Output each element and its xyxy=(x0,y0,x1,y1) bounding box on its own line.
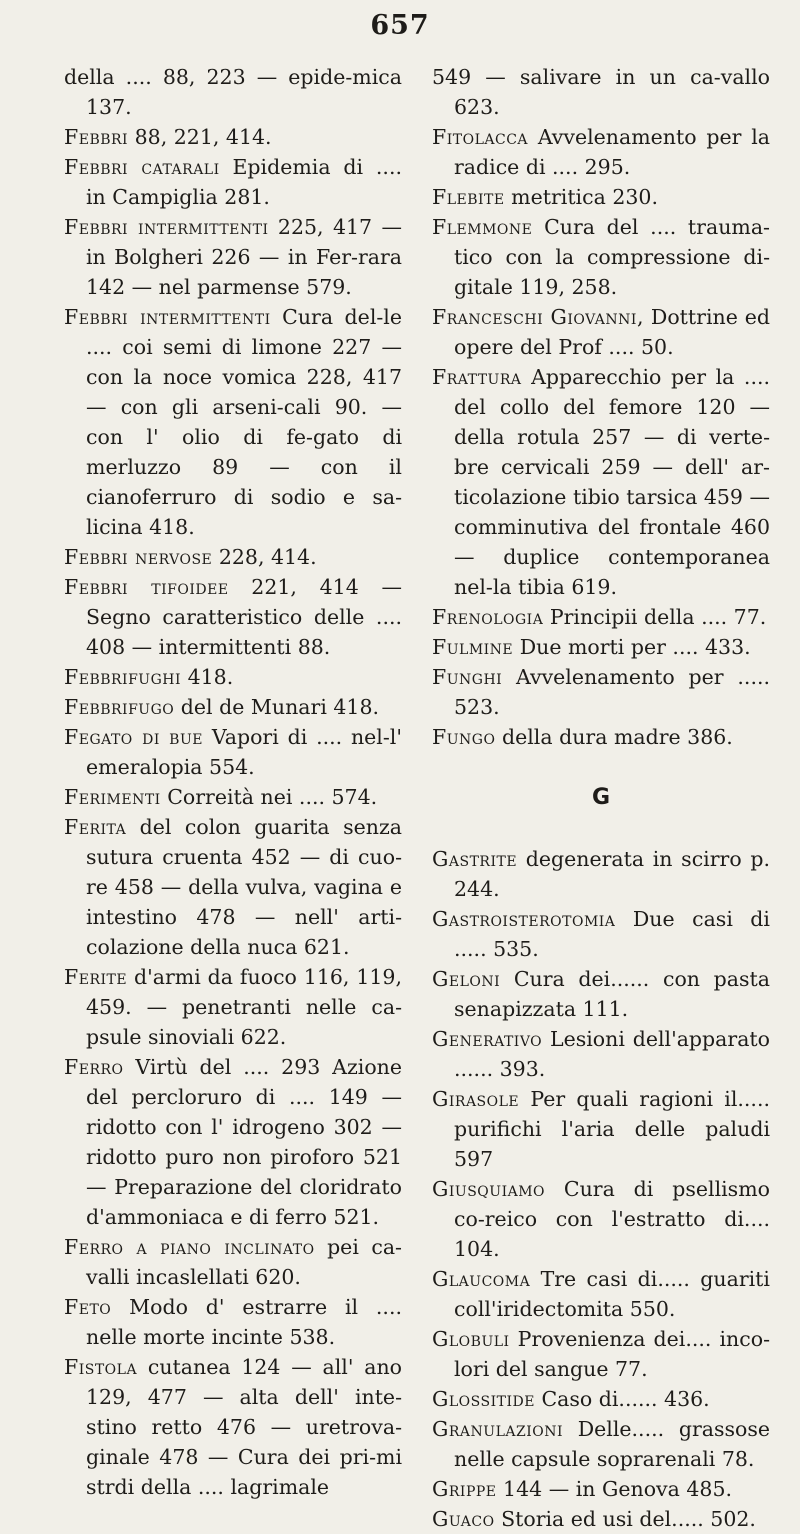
entry-text: Modo d' estrarre il .... nelle morte incinte 538. xyxy=(86,1295,402,1349)
index-entry xyxy=(64,692,402,722)
entry-headword: Febbrifugo xyxy=(64,695,175,719)
entry-text: 144 — in Genova 485. xyxy=(503,1477,733,1501)
entry-text: Correità nei .... 574. xyxy=(167,785,378,809)
entry-text: pei ca-valli incaslellati 620. xyxy=(86,1235,402,1289)
index-entry xyxy=(432,662,770,722)
entry-text: Principii della .... 77. xyxy=(549,605,767,629)
entry-text: Cura di psellismo co-reico con l'estratto di.... 104. xyxy=(454,1177,770,1261)
entry-text: Avvelenamento per la radice di .... 295. xyxy=(454,125,770,179)
index-entry xyxy=(64,302,402,542)
index-entry xyxy=(432,122,770,182)
index-entry xyxy=(64,1052,402,1232)
entry-text: Avvelenamento per ..... 523. xyxy=(454,665,770,719)
entry-headword: Gastrite xyxy=(432,847,518,871)
left-column xyxy=(64,62,402,1502)
index-entry xyxy=(432,62,770,122)
entry-headword: Generativo xyxy=(432,1027,543,1051)
entry-headword: Febbri intermittenti xyxy=(64,305,271,329)
entry-headword: Girasole xyxy=(432,1087,520,1111)
entry-text: della .... 88, 223 — epide-mica 137. xyxy=(64,65,402,119)
entry-headword: Fitolacca xyxy=(432,125,529,149)
index-entry xyxy=(432,302,770,362)
entry-headword: Frattura xyxy=(432,365,522,389)
index-entry xyxy=(64,962,402,1052)
index-entry xyxy=(64,782,402,812)
entry-text: Due morti per .... 433. xyxy=(519,635,751,659)
index-entry xyxy=(432,362,770,602)
page-number: 657 xyxy=(370,10,430,41)
index-entry xyxy=(432,212,770,302)
entry-headword: Febbri tifoidee xyxy=(64,575,229,599)
entry-headword: Funghi xyxy=(432,665,503,689)
entry-headword: Febbrifughi xyxy=(64,665,182,689)
entry-text: Epidemia di .... in Campiglia 281. xyxy=(86,155,402,209)
entry-headword: Granulazioni xyxy=(432,1417,563,1441)
index-entry xyxy=(64,1232,402,1292)
entry-headword: Ferita xyxy=(64,815,127,839)
index-entry xyxy=(64,662,402,692)
entry-headword: Globuli xyxy=(432,1327,510,1351)
entry-headword: Flemmone xyxy=(432,215,533,239)
index-entry xyxy=(432,844,770,904)
entry-text: del de Munari 418. xyxy=(180,695,380,719)
entry-headword: Febbri xyxy=(64,125,129,149)
index-entry xyxy=(64,122,402,152)
index-entry xyxy=(64,1292,402,1352)
entry-text: Caso di...... 436. xyxy=(541,1387,710,1411)
index-entry xyxy=(432,722,770,752)
entry-headword: Flebite xyxy=(432,185,505,209)
entry-headword: Ferro a piano inclinato xyxy=(64,1235,315,1259)
index-entry xyxy=(432,964,770,1024)
index-entry xyxy=(432,182,770,212)
entry-text: 88, 221, 414. xyxy=(134,125,272,149)
entry-text: 225, 417 — in Bolgheri 226 — in Fer-rara 142 — nel parmense 579. xyxy=(86,215,402,299)
entry-headword: Glaucoma xyxy=(432,1267,531,1291)
index-entry xyxy=(432,904,770,964)
entry-text: Provenienza dei.... inco-lori del sangue 77. xyxy=(454,1327,770,1381)
index-entry xyxy=(432,1324,770,1384)
entry-text: Cura del-le .... coi semi di limone 227 — con la noce vomica 228, 417 — con gli arseni-cali 90. — con l' olio di fe-gato di merluzzo 89 — con il cianoferruro di sodio e sa-licina 418. xyxy=(86,305,402,539)
entry-text: d'armi da fuoco 116, 119, 459. — penetranti nelle ca-psule sinoviali 622. xyxy=(86,965,402,1049)
entry-text: Delle..... grassose nelle capsule soprarenali 78. xyxy=(454,1417,770,1471)
entry-text: cutanea 124 — all' ano 129, 477 — alta dell' inte-stino retto 476 — uretrova-ginale 478 — Cura dei pri-mi strdi della .... lagrimale xyxy=(86,1355,402,1499)
section-letter-g: G xyxy=(591,785,611,810)
index-entry xyxy=(432,1264,770,1324)
entry-headword: Gastroisterotomia xyxy=(432,907,616,931)
index-entry xyxy=(432,1024,770,1084)
entry-text: metritica 230. xyxy=(511,185,658,209)
entry-text: Due casi di ..... 535. xyxy=(454,907,770,961)
index-entry xyxy=(432,1474,770,1504)
entry-text: Cura dei...... con pasta senapizzata 111. xyxy=(454,967,770,1021)
index-entry xyxy=(432,1504,770,1534)
entry-headword: Feto xyxy=(64,1295,112,1319)
right-column xyxy=(432,62,770,1534)
entry-headword: Fulmine xyxy=(432,635,514,659)
index-entry xyxy=(432,1384,770,1414)
entry-headword: Fungo xyxy=(432,725,496,749)
index-entry xyxy=(64,722,402,782)
index-entry xyxy=(432,1414,770,1474)
entry-text: Tre casi di..... guariti coll'iridectomita 550. xyxy=(454,1267,770,1321)
entry-headword: Ferite xyxy=(64,965,128,989)
index-entry xyxy=(432,632,770,662)
index-entry xyxy=(432,1084,770,1174)
entry-text: Virtù del .... 293 Azione del percloruro di .... 149 — ridotto con l' idrogeno 302 — ridotto puro non piroforo 521 — Preparazione del cloridrato d'ammoniaca e di ferro 521. xyxy=(86,1055,402,1229)
index-entry xyxy=(432,602,770,632)
entry-headword: Guaco xyxy=(432,1507,495,1531)
entry-text: Per quali ragioni il..... purifichi l'aria delle paludi 597 xyxy=(454,1087,770,1171)
entry-text: della dura madre 386. xyxy=(501,725,733,749)
entry-headword: Febbri catarali xyxy=(64,155,220,179)
entry-headword: Ferro xyxy=(64,1055,124,1079)
entry-text: 228, 414. xyxy=(218,545,317,569)
entry-headword: Giusquiamo xyxy=(432,1177,546,1201)
entry-text: Vapori di .... nel-l' emeralopia 554. xyxy=(86,725,402,779)
entry-text: Lesioni dell'apparato ...... 393. xyxy=(454,1027,770,1081)
entry-headword: Fistola xyxy=(64,1355,138,1379)
entry-headword: Frenologia xyxy=(432,605,544,629)
entry-headword: Febbri intermittenti xyxy=(64,215,269,239)
entry-headword: Franceschi Giovanni, xyxy=(432,305,644,329)
entry-headword: Geloni xyxy=(432,967,501,991)
entry-headword: Fegato di bue xyxy=(64,725,203,749)
entry-text: 418. xyxy=(187,665,234,689)
entry-text: 221, 414 — Segno caratteristico delle .... 408 — intermittenti 88. xyxy=(86,575,402,659)
entry-headword: Febbri nervose xyxy=(64,545,213,569)
index-entry xyxy=(64,572,402,662)
entry-text: degenerata in scirro p. 244. xyxy=(454,847,770,901)
index-entry xyxy=(64,812,402,962)
index-entry xyxy=(64,212,402,302)
entry-text: Cura del .... trauma-tico con la compressione di-gitale 119, 258. xyxy=(454,215,770,299)
index-entry xyxy=(64,1352,402,1502)
entry-text: Storia ed usi del..... 502. xyxy=(501,1507,756,1531)
entry-headword: Glossitide xyxy=(432,1387,535,1411)
index-entry xyxy=(64,62,402,122)
right-column-g-entries xyxy=(432,844,770,1534)
entry-text: del colon guarita senza sutura cruenta 452 — di cuo-re 458 — della vulva, vagina e intestino 478 — nell' arti-colazione della nuca 621. xyxy=(86,815,402,959)
entry-text: 549 — salivare in un ca-vallo 623. xyxy=(432,65,770,119)
index-entry xyxy=(64,542,402,572)
index-entry xyxy=(64,152,402,212)
entry-headword: Grippe xyxy=(432,1477,497,1501)
entry-text: Apparecchio per la .... del collo del femore 120 — della rotula 257 — di verte-bre cervicali 259 — dell' ar-ticolazione tibio tarsica 459 — comminutiva del frontale 460 — duplice contemporanea nel-la tibia 619. xyxy=(454,365,770,599)
right-column-f-entries xyxy=(432,62,770,752)
entry-text: Dottrine ed opere del Prof .... 50. xyxy=(454,305,770,359)
entry-headword: Ferimenti xyxy=(64,785,161,809)
index-entry xyxy=(432,1174,770,1264)
